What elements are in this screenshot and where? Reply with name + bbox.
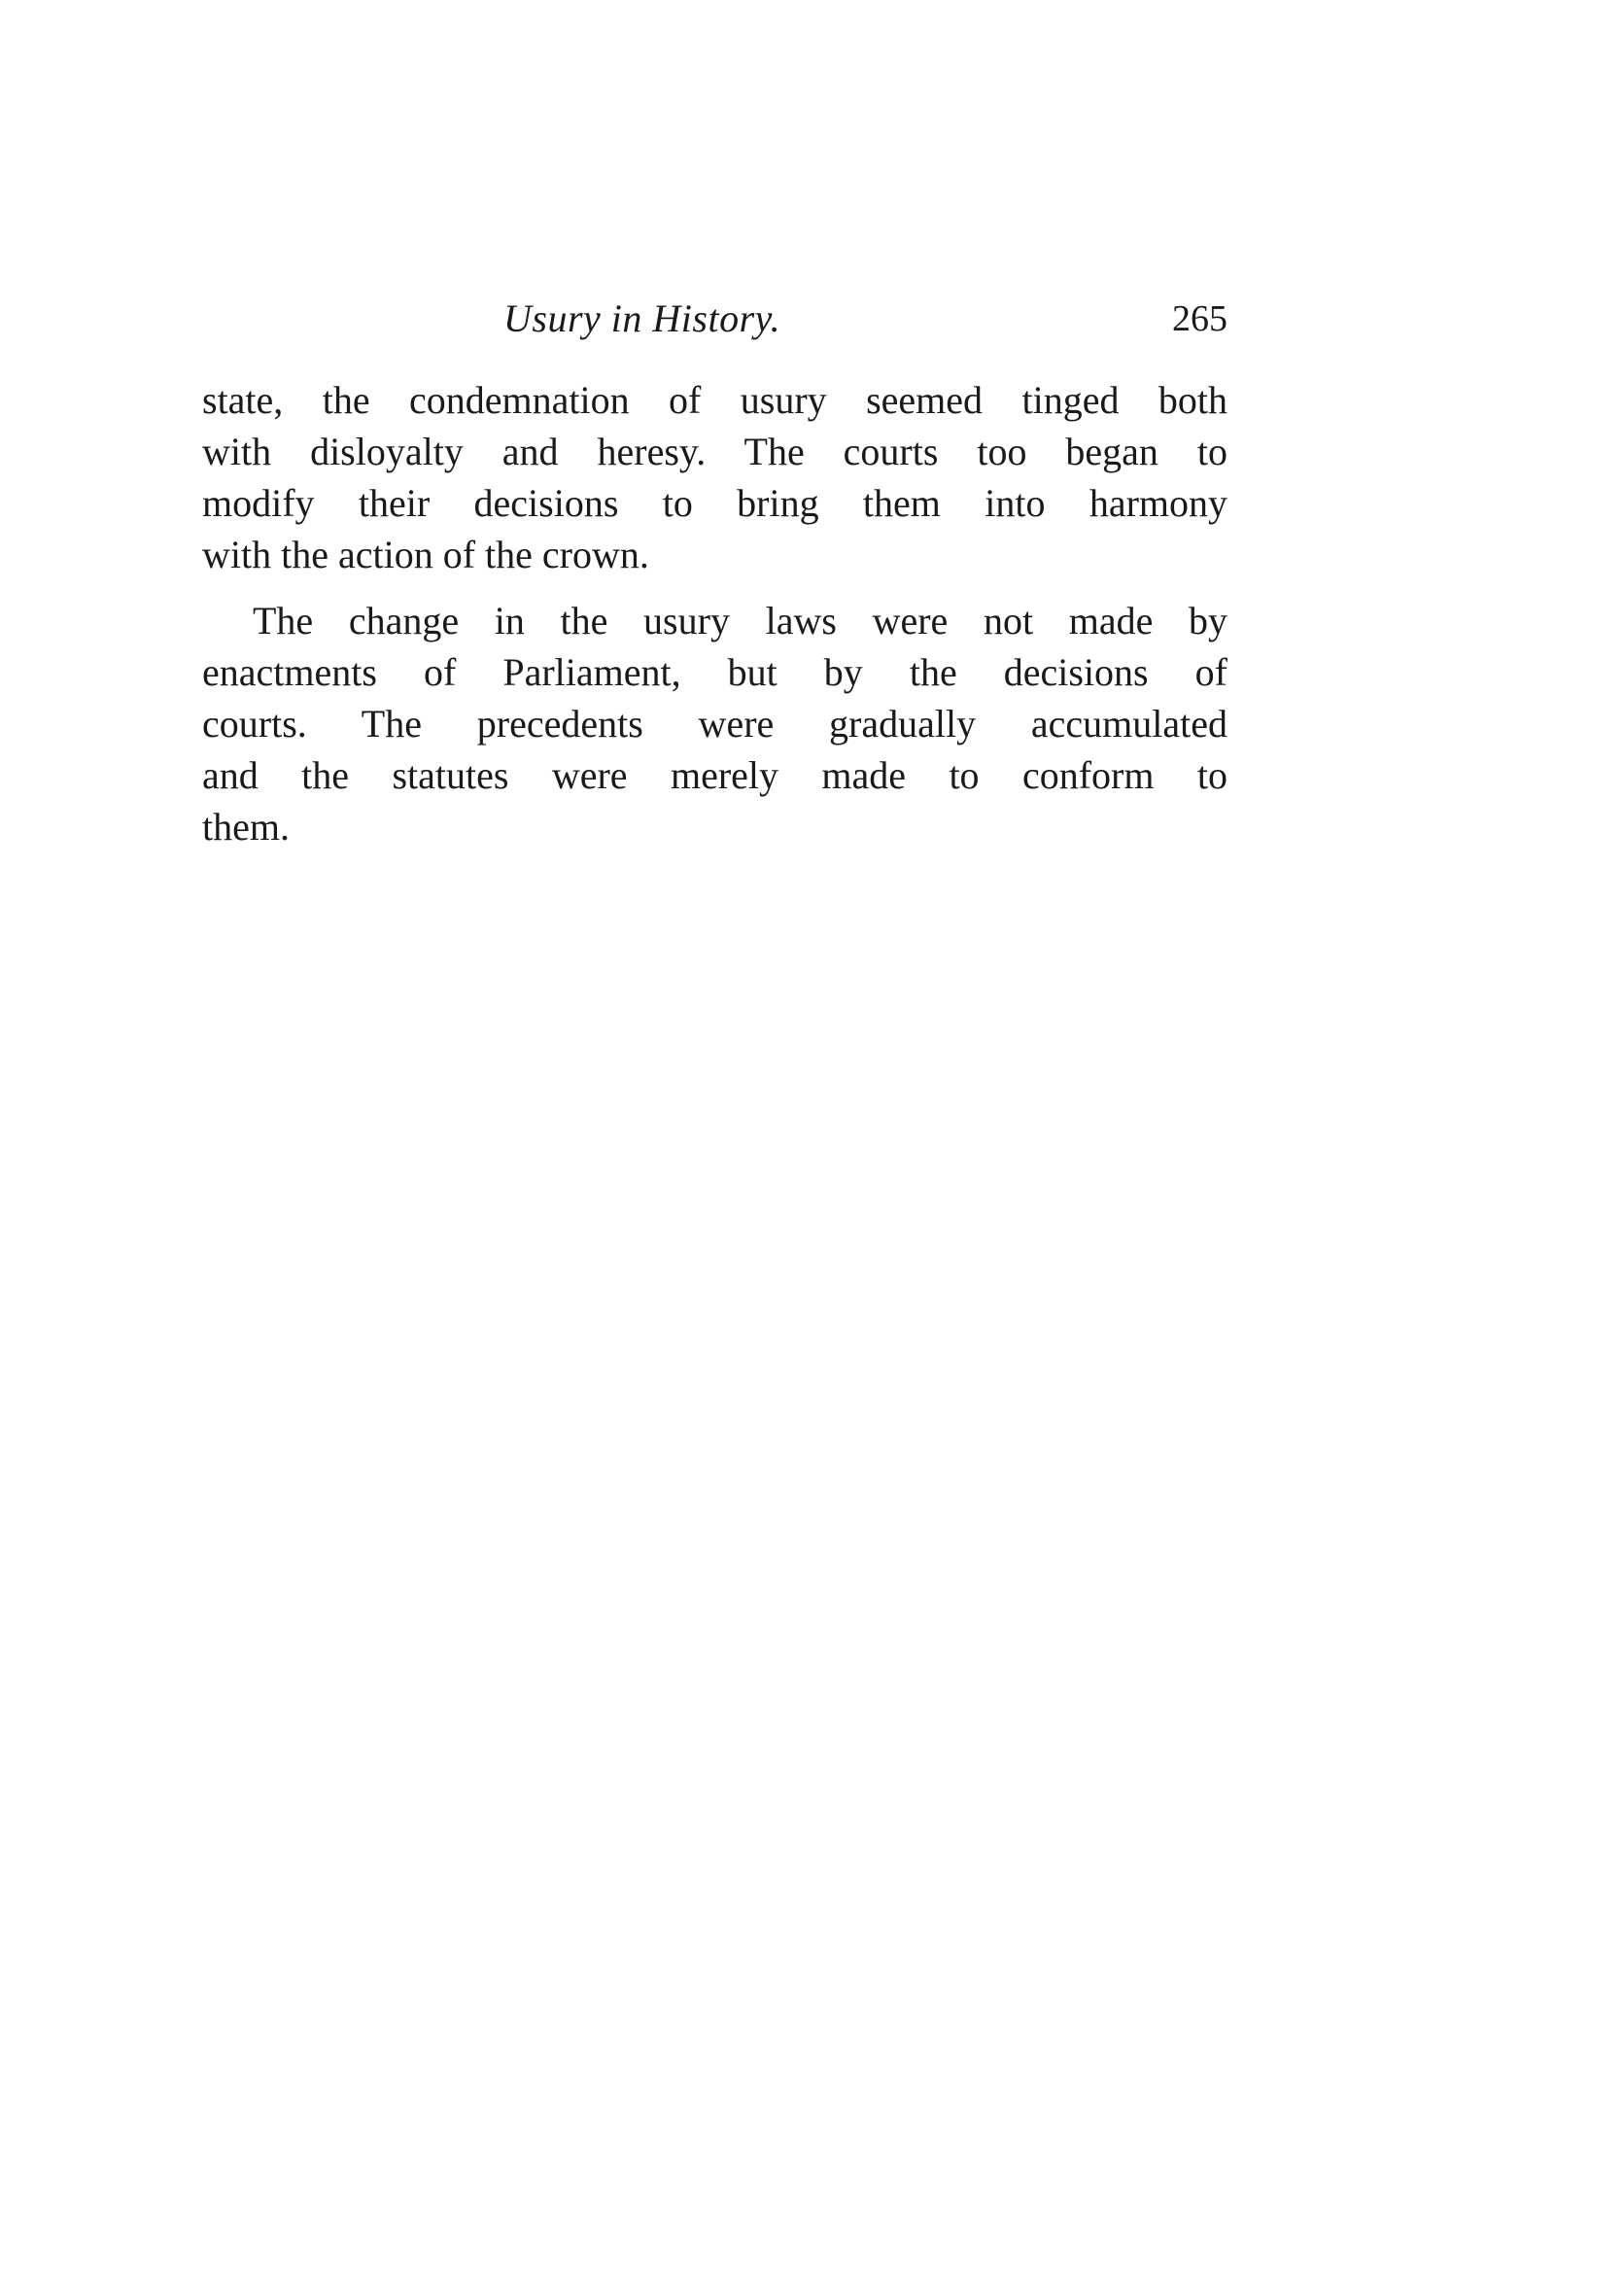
text-line: and the statutes were merely made to conform to	[202, 753, 1227, 797]
running-title: Usury in History.	[503, 296, 781, 340]
running-head	[202, 290, 1227, 348]
text-line: them.	[202, 805, 290, 849]
paragraph-1	[202, 374, 1227, 580]
paragraph-2	[202, 595, 1227, 852]
text-line: with disloyalty and heresy. The courts too began to	[202, 430, 1227, 473]
page-number: 265	[1172, 298, 1227, 339]
text-line: The change in the usury laws were not made by	[253, 599, 1227, 642]
body-text	[202, 374, 1227, 852]
paragraph-spacer	[202, 580, 1227, 595]
text-line: with the action of the crown.	[202, 533, 649, 576]
text-line: state, the condemnation of usury seemed tinged both	[202, 378, 1227, 422]
text-line: enactments of Parliament, but by the decisions of	[202, 650, 1227, 694]
text-line: modify their decisions to bring them into harmony	[202, 481, 1227, 525]
text-line: courts. The precedents were gradually accumulated	[202, 702, 1227, 746]
